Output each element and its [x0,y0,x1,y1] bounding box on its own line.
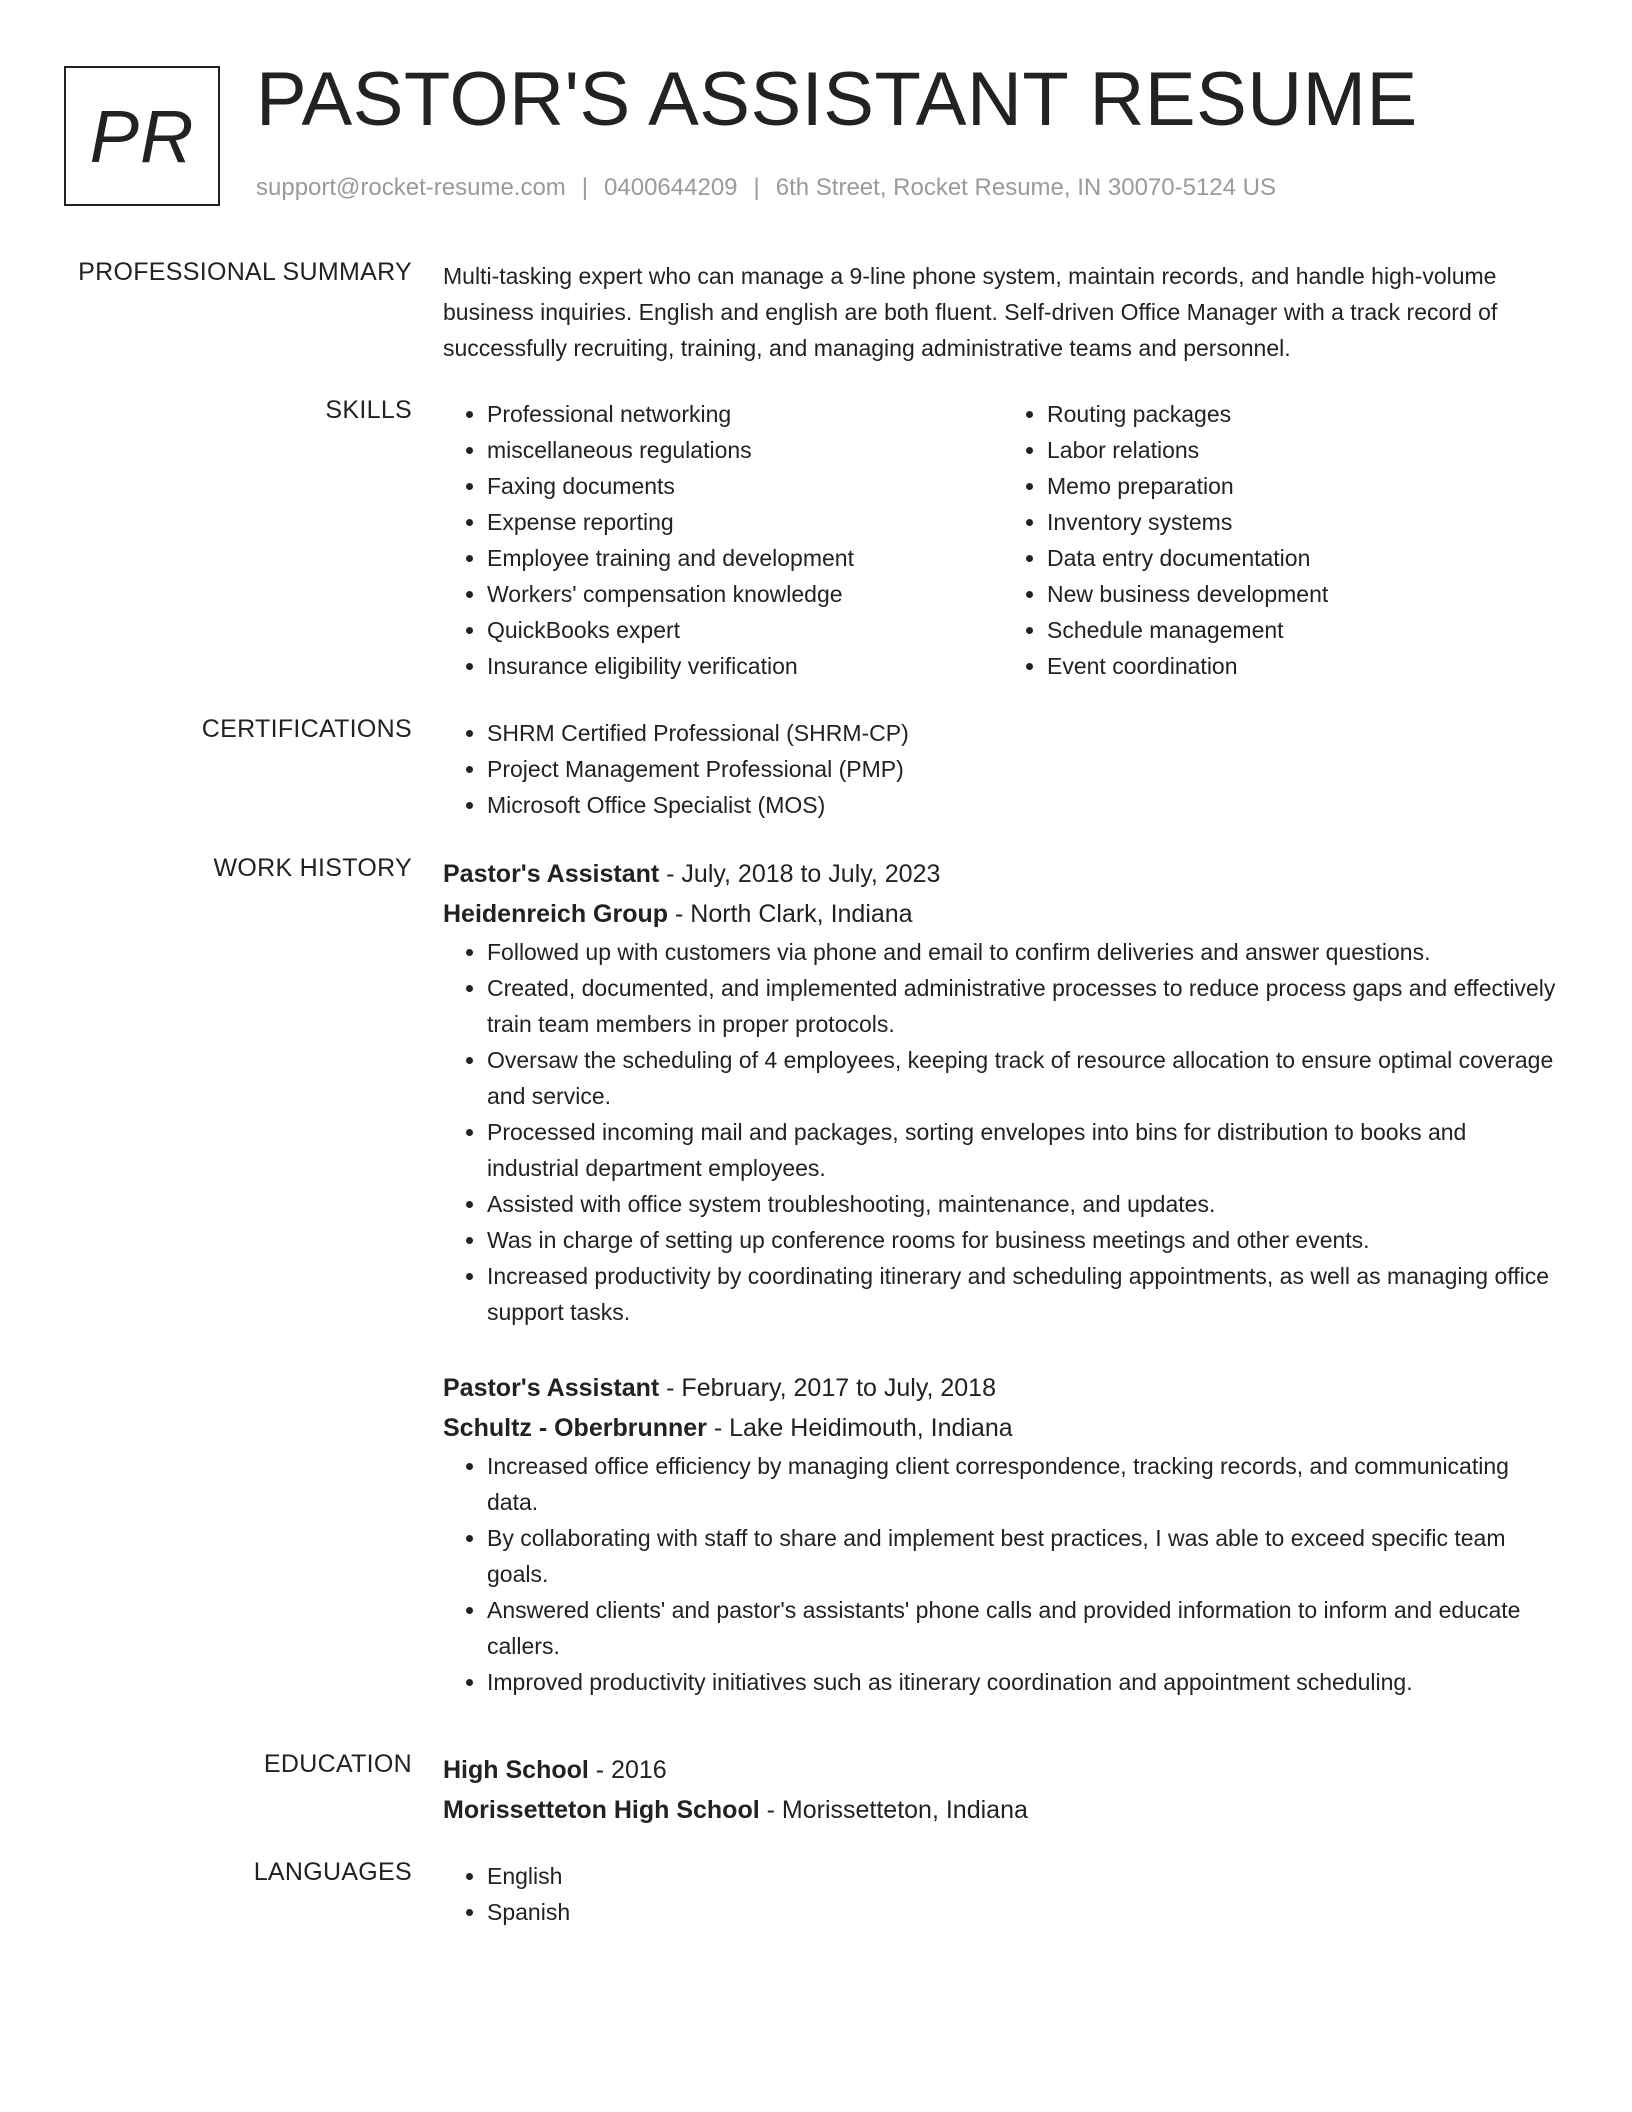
skill-item: • Employee training and development [487,540,1003,576]
job-role: Pastor's Assistant [443,1374,660,1402]
job-company-line [443,1408,1563,1448]
skill-item: • Expense reporting [487,504,1003,540]
section-title-education: EDUCATION [263,1750,412,1778]
job-bullet: • Assisted with office system troubleshooting, maintenance, and updates. [487,1186,1563,1222]
skill-item: • Faxing documents [487,468,1003,504]
language-item: • Spanish [487,1894,1563,1930]
skill-item: • QuickBooks expert [487,612,1003,648]
summary-text: Multi-tasking expert who can manage a 9-line phone system, maintain records, and handle high-volume business inquiries. English and english are both fluent. Self-driven Office Manager with a track record of successfully recruiting, training, and managing administrative teams and personnel. [443,263,1498,361]
job-location: - North Clark, Indiana [668,900,913,928]
skill-item: • New business development [1047,576,1563,612]
job-dates: - July, 2018 to July, 2023 [659,860,941,888]
job-dates: - February, 2017 to July, 2018 [659,1374,996,1402]
certification-item: • SHRM Certified Professional (SHRM-CP) [487,715,1563,751]
monogram-box [64,66,220,206]
education-degree-line [443,1750,1563,1790]
contact-phone: 0400644209 [604,174,738,201]
work-history-body [443,854,1563,1700]
job-entry [443,854,1563,1330]
contact-separator: | [581,174,589,201]
contact-line [256,174,1276,202]
education-location: - Morissetteton, Indiana [759,1796,1028,1824]
section-title-languages: LANGUAGES [253,1858,412,1886]
contact-email: support@rocket-resume.com [256,174,566,201]
education-degree: High School [443,1756,589,1784]
skill-item: • Routing packages [1047,396,1563,432]
certifications-list [443,715,1563,823]
job-bullet: • Created, documented, and implemented administrative processes to reduce process gaps and effectively train team members in proper protocols. [487,970,1563,1042]
section-title-summary: PROFESSIONAL SUMMARY [78,258,412,286]
job-company: Heidenreich Group [443,900,669,928]
languages-body [443,1858,1563,1930]
section-title-certifications: CERTIFICATIONS [201,715,412,743]
education-year: - 2016 [588,1756,667,1784]
skill-item: • Inventory systems [1047,504,1563,540]
skill-item: • Insurance eligibility verification [487,648,1003,684]
skills-body [443,396,1563,684]
job-bullet: • Was in charge of setting up conference rooms for business meetings and other events. [487,1222,1563,1258]
education-school-line [443,1790,1563,1830]
language-item: • English [487,1858,1563,1894]
contact-separator: | [753,174,760,201]
job-bullet: • Followed up with customers via phone and email to confirm deliveries and answer questions. [487,934,1563,970]
skills-list-right [1003,396,1563,684]
monogram-initials: PR [89,94,195,178]
certifications-body [443,715,1563,823]
job-bullets [443,1448,1563,1700]
job-bullet: • Increased productivity by coordinating itinerary and scheduling appointments, as well as managing office support tasks. [487,1258,1563,1330]
job-bullet: • Answered clients' and pastor's assistants' phone calls and provided information to inform and educate callers. [487,1592,1563,1664]
section-title-skills: SKILLS [325,396,412,424]
job-bullet: • Improved productivity initiatives such as itinerary coordination and appointment scheduling. [487,1664,1563,1700]
job-location: - Lake Heidimouth, Indiana [706,1414,1013,1442]
job-bullet: • Processed incoming mail and packages, sorting envelopes into bins for distribution to books and industrial department employees. [487,1114,1563,1186]
job-bullets [443,934,1563,1330]
job-bullet: • By collaborating with staff to share and implement best practices, I was able to exceed specific team goals. [487,1520,1563,1592]
job-company-line [443,894,1563,934]
job-role-line [443,1368,1563,1408]
certification-item: • Project Management Professional (PMP) [487,751,1563,787]
skill-item: • Memo preparation [1047,468,1563,504]
job-bullet: • Increased office efficiency by managing client correspondence, tracking records, and communicating data. [487,1448,1563,1520]
languages-list [443,1858,1563,1930]
resume-title: PASTOR'S ASSISTANT RESUME [256,57,1418,142]
skill-item: • Labor relations [1047,432,1563,468]
skill-item: • Data entry documentation [1047,540,1563,576]
education-school: Morissetteton High School [443,1796,760,1824]
education-body [443,1750,1563,1830]
certification-item: • Microsoft Office Specialist (MOS) [487,787,1563,823]
skill-item: • Workers' compensation knowledge [487,576,1003,612]
skill-item: • Professional networking [487,396,1003,432]
skills-columns [443,396,1563,684]
skill-item: • Schedule management [1047,612,1563,648]
job-bullet: • Oversaw the scheduling of 4 employees, keeping track of resource allocation to ensure optimal coverage and service. [487,1042,1563,1114]
contact-address: 6th Street, Rocket Resume, IN 30070-5124 US [775,174,1277,201]
skill-item: • Event coordination [1047,648,1563,684]
skills-list-left [443,396,1003,684]
job-entry [443,1368,1563,1700]
job-role: Pastor's Assistant [443,860,660,888]
section-title-work-history: WORK HISTORY [213,854,412,882]
job-role-line [443,854,1563,894]
skill-item: • miscellaneous regulations [487,432,1003,468]
summary-body [443,258,1543,366]
job-company: Schultz - Oberbrunner [443,1414,707,1442]
